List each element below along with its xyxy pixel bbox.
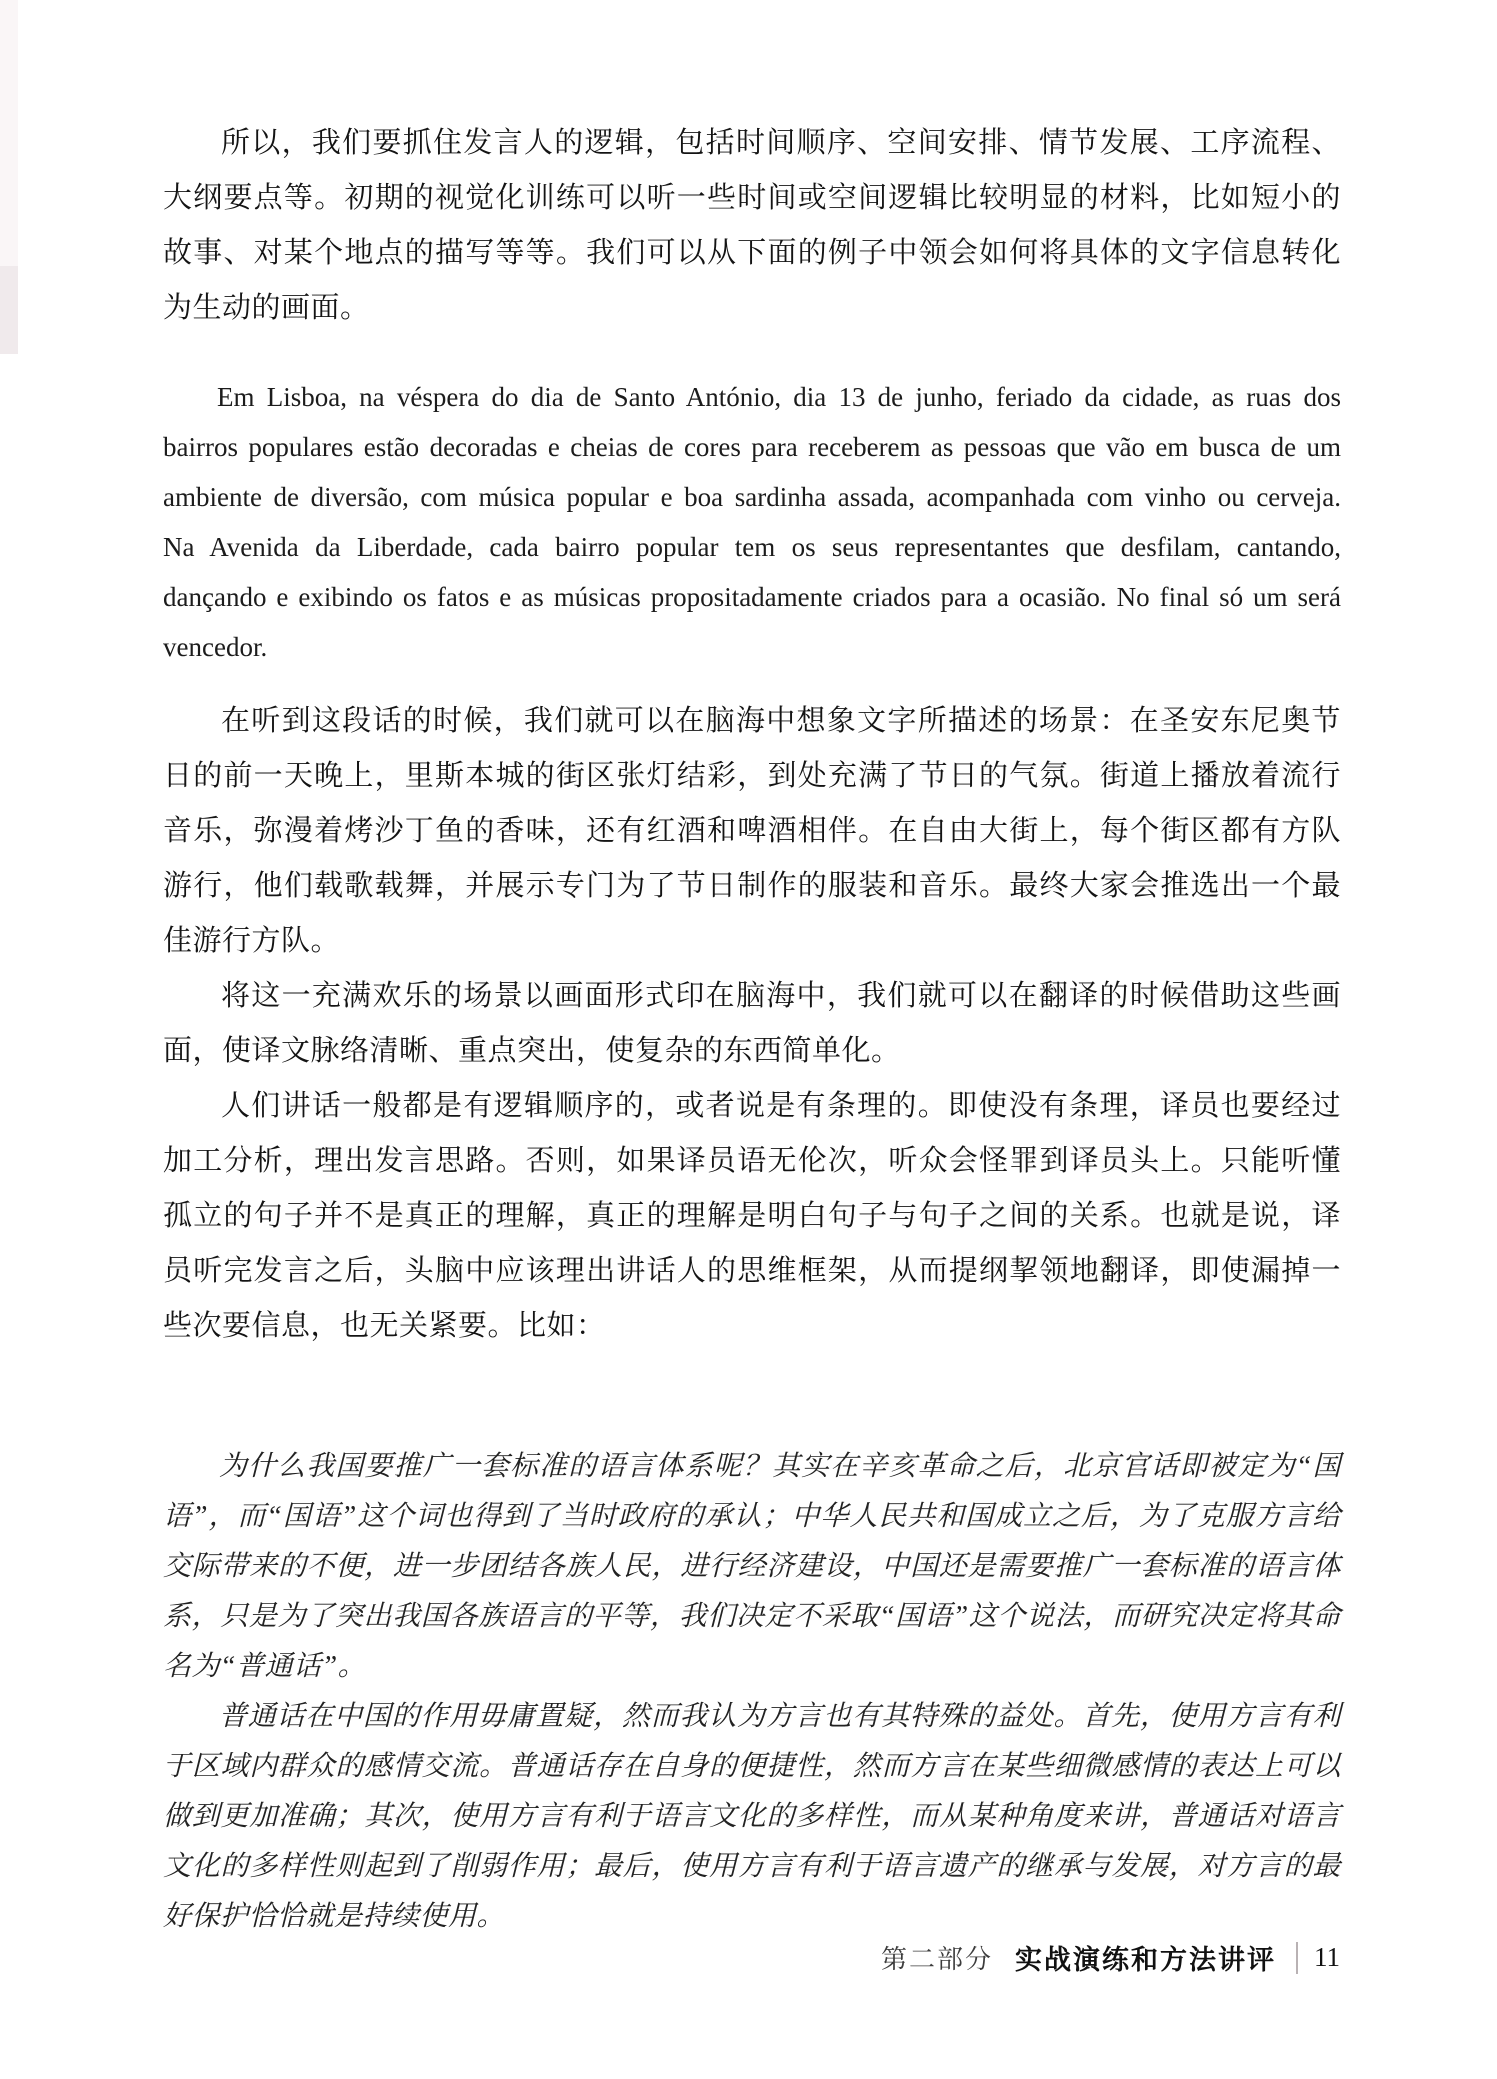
body-paragraph-logic-of-speaker: 所以，我们要抓住发言人的逻辑，包括时间顺序、空间安排、情节发展、工序流程、大纲要点等。初期的视觉化训练可以听一些时间或空间逻辑比较明显的材料，比如短小的故事、对某个地点的描写等等。我们可以从下面的例子中领会如何将具体的文字信息转化为生动的画面。	[163, 127, 1341, 324]
body-paragraph-imagined-scene: 在听到这段话的时候，我们就可以在脑海中想象文字所描述的场景：在圣安东尼奥节日的前一天晚上，里斯本城的街区张灯结彩，到处充满了节日的气氛。街道上播放着流行音乐，弥漫着烤沙丁鱼的香味，还有红酒和啤酒相伴。在自由大街上，每个街区都有方队游行，他们载歌载舞，并展示专门为了节日制作的服装和音乐。最终大家会推选出一个最佳游行方队。	[163, 705, 1341, 957]
scan-edge-strip-top	[0, 0, 18, 266]
body-paragraph-speech-logic: 人们讲话一般都是有逻辑顺序的，或者说是有条理的。即使没有条理，译员也要经过加工分析，理出发言思路。否则，如果译员语无伦次，听众会怪罪到译员头上。只能听懂孤立的句子并不是真正的理解，真正的理解是明白句子与句子之间的关系。也就是说，译员听完发言之后，头脑中应该理出讲话人的思维框架，从而提纲挈领地翻译，即使漏掉一些次要信息，也无关紧要。比如：	[163, 1090, 1341, 1342]
footer-section-title: 实战演练和方法讲评	[1015, 1945, 1276, 1975]
page-body-text	[163, 116, 1341, 1942]
example-paragraph-dialect-benefits: 普通话在中国的作用毋庸置疑，然而我认为方言也有其特殊的益处。首先，使用方言有利于区域内群众的感情交流。普通话存在自身的便捷性，然而方言在某些细微感情的表达上可以做到更加准确；其次，使用方言有利于语言文化的多样性，而从某种角度来讲，普通话对语言文化的多样性则起到了削弱作用；最后，使用方言有利于语言遗产的继承与发展，对方言的最好保护恰恰就是持续使用。	[163, 1701, 1341, 1932]
footer-section-label: 第二部分	[880, 1945, 993, 1974]
footer-divider	[1296, 1942, 1298, 1974]
kaiti-example-block	[163, 1442, 1341, 1942]
body-paragraph-mental-picture: 将这一充满欢乐的场景以画面形式印在脑海中，我们就可以在翻译的时候借助这些画面，使译文脉络清晰、重点突出，使复杂的东西简单化。	[163, 980, 1341, 1067]
scan-edge-strip-block	[0, 266, 18, 354]
page-footer	[881, 1938, 1340, 1977]
portuguese-example-paragraph: Em Lisboa, na véspera do dia de Santo António, dia 13 de junho, feriado da cidade, as ruas dos bairros populares estão decoradas e cheias de cores para receberem as pessoas que vão em busca de um ambiente de diversão, com música popular e boa sardinha assada, acompanhada com vinho ou cerveja. Na Avenida da Liberdade, cada bairro popular tem os seus representantes que desfilam, cantando, dançando e exibindo os fatos e as músicas propositadamente criados para a ocasião. No final só um será vencedor.	[163, 382, 1341, 662]
example-paragraph-putonghua-history: 为什么我国要推广一套标准的语言体系呢？其实在辛亥革命之后，北京官话即被定为“国语”，而“国语”这个词也得到了当时政府的承认；中华人民共和国成立之后，为了克服方言给交际带来的不便，进一步团结各族人民，进行经济建设，中国还是需要推广一套标准的语言体系，只是为了突出我国各族语言的平等，我们决定不采取“国语”这个说法，而研究决定将其命名为“普通话”。	[163, 1451, 1341, 1682]
page-number: 11	[1314, 1942, 1340, 1972]
